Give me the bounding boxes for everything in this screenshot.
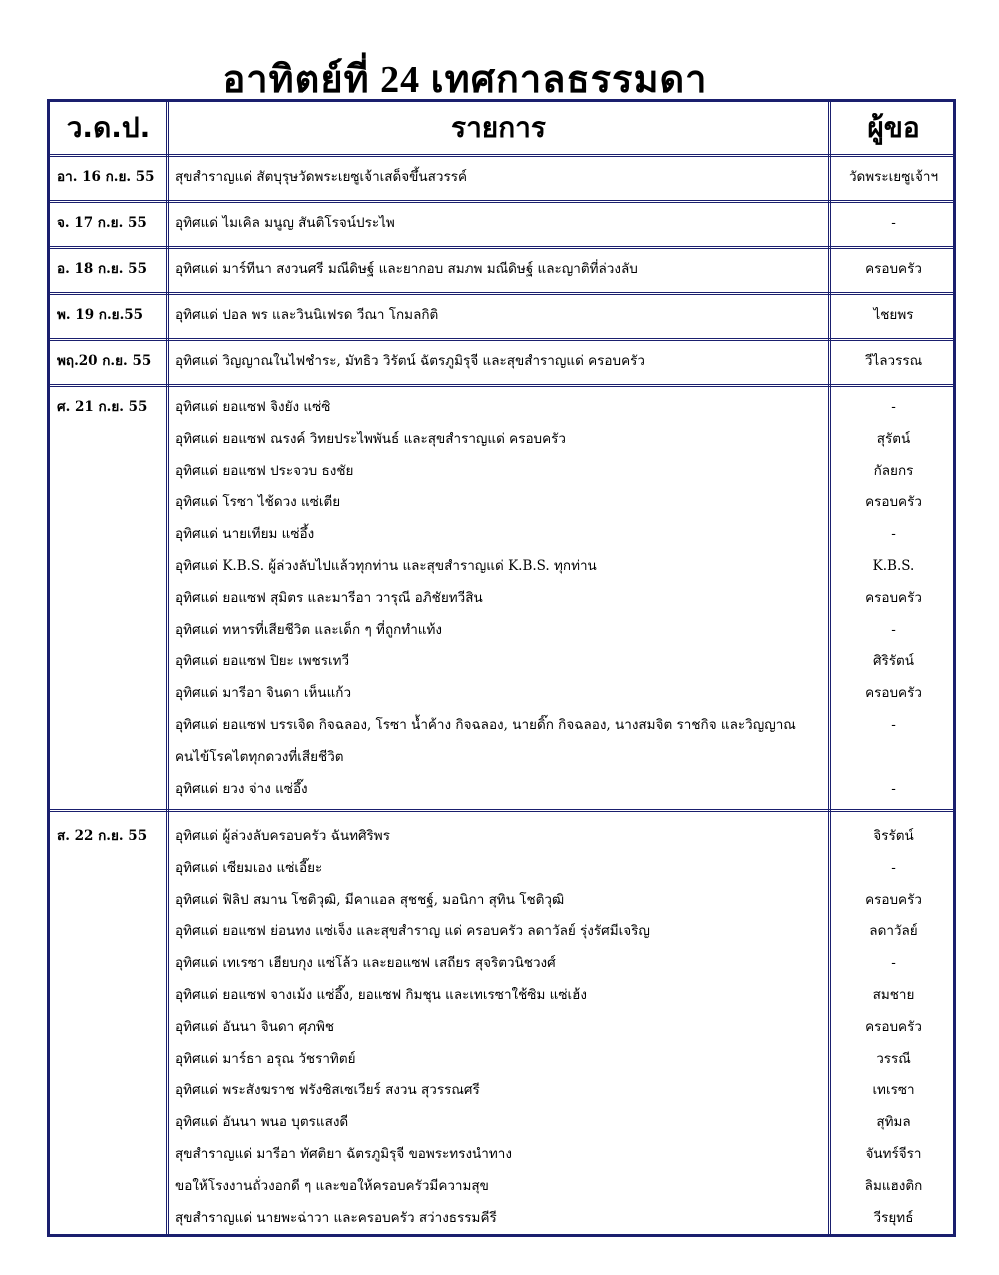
intention-text: อุทิศแด่ ยอแซฟ ปิยะ เพชรเทวี (175, 653, 350, 670)
intention-text: อุทิศแด่ ยอแซฟ สุมิตร และมารีอา วารุณี อภิชัยทวีสิน (175, 589, 483, 606)
column-header-date: ว.ด.ป. (66, 111, 151, 144)
requester-cell: - (891, 955, 896, 972)
requester-cell: - (891, 780, 896, 797)
requester-cell: เทเรซา (872, 1082, 915, 1099)
intention-text: คนไข้โรคไตทุกดวงที่เสียชีวิต (175, 748, 344, 765)
intention-text: อุทิศแด่ ทหารที่เสียชีวิต และเด็ก ๆ ที่ถูกทำแท้ง (175, 621, 442, 638)
row-divider (50, 338, 953, 341)
intention-text: อุทิศแด่ ยอแซฟ จิงยัง แซ่ซิ (175, 399, 331, 415)
intention-text: อุทิศแด่ นายเทียม แซ่อึ้ง (175, 526, 315, 543)
intention-text: อุทิศแด่ มาร์ธา อรุณ วัชราทิตย์ (175, 1050, 356, 1067)
date-cell: พ. 19 ก.ย.55 (57, 307, 144, 323)
intention-text: สุขสำราญแด่ นายพะฉ่าวา และครอบครัว สว่างธรรมคีรี (175, 1209, 497, 1226)
requester-cell: ครอบครัว (865, 685, 922, 702)
requester-cell: K.B.S. (872, 558, 915, 574)
column-header-item: รายการ (451, 111, 546, 144)
intention-text: อุทิศแด่ ยอแซฟ ณรงค์ วิทยประไพพันธ์ และสุขสำราญแด่ ครอบครัว (175, 430, 566, 447)
intention-text: อุทิศแด่ อันนา จินดา ศุภพิช (175, 1018, 335, 1035)
intention-text: อุทิศแด่ ไมเคิล มนูญ สันติโรจน์ประไพ (175, 215, 395, 231)
intention-text: อุทิศแด่ ยอแซฟ จางเม้ง แซ่อึ๊ง, ยอแซฟ กิมชุน และเทเรซาใช้ซิม แซ่เฮ้ง (175, 987, 587, 1003)
row-divider (50, 292, 953, 295)
requester-cell: ลิมแฮงติก (864, 1177, 923, 1194)
row-divider (50, 200, 953, 203)
requester-cell: - (891, 621, 896, 638)
row-divider (50, 809, 953, 812)
intention-text: สุขสำราญแด่ มารีอา ทัศติยา ฉัตรภูมิรุจี ขอพระทรงนำทาง (175, 1146, 512, 1162)
intention-text: อุทิศแด่ ยอแซฟ ประจวบ ธงชัย (175, 462, 354, 479)
intention-text: อุทิศแด่ พระสังฆราช ฟรังซิสเซเวียร์ สงวน สุวรรณศรี (175, 1082, 480, 1099)
intention-text: อุทิศแด่ ยวง จ่าง แซ่อึ๊ง (175, 780, 308, 797)
requester-cell: ไชยพร (873, 307, 914, 323)
intention-text: อุทิศแด่ ยอแซฟ บรรเจิด กิจฉลอง, โรซา น้ำค้าง กิจฉลอง, นายดิ๊ก กิจฉลอง, นางสมจิต ราชกิจ และวิญญาณ (175, 717, 796, 733)
requester-cell: - (891, 399, 896, 415)
page-title: อาทิตย์ที่ 24 เทศกาลธรรมดา (222, 59, 708, 101)
date-cell: ศ. 21 ก.ย. 55 (57, 399, 148, 415)
requester-cell: - (891, 526, 896, 543)
requester-cell: ครอบครัว (865, 494, 922, 511)
requester-cell: จันทร์จีรา (865, 1146, 922, 1162)
requester-cell: ลดาวัลย์ (869, 923, 918, 940)
intention-text: อุทิศแด่ K.B.S. ผู้ล่วงลับไปแล้วทุกท่าน และสุขสำราญแด่ K.B.S. ทุกท่าน (175, 558, 597, 574)
requester-cell: ครอบครัว (865, 589, 922, 606)
requester-cell: สมชาย (872, 987, 915, 1003)
date-cell: ส. 22 ก.ย. 55 (57, 828, 148, 844)
requester-cell: ศิริรัตน์ (872, 653, 915, 670)
date-cell: พฤ.20 ก.ย. 55 (57, 353, 152, 369)
date-cell: จ. 17 ก.ย. 55 (57, 215, 147, 231)
date-cell: อา. 16 ก.ย. 55 (57, 169, 155, 185)
column-divider (828, 102, 831, 1234)
requester-cell: - (891, 717, 896, 733)
column-header-requester: ผู้ขอ (867, 111, 920, 144)
row-divider (50, 154, 953, 157)
date-cell: อ. 18 ก.ย. 55 (57, 261, 147, 277)
intention-text: ขอให้โรงงานถั่วงอกดี ๆ และขอให้ครอบครัวมีความสุข (175, 1177, 489, 1194)
requester-cell: ครอบครัว (865, 1018, 922, 1035)
requester-cell: สุรัตน์ (876, 430, 911, 447)
intention-text: อุทิศแด่ วิญญาณในไฟชำระ, มัทธิว วิรัตน์ ฉัตรภูมิรุจี และสุขสำราญแด่ ครอบครัว (175, 353, 645, 369)
requester-cell: วีรยุทธ์ (873, 1209, 914, 1226)
requester-cell: วัดพระเยซูเจ้าฯ (848, 169, 939, 185)
requester-cell: - (891, 215, 896, 231)
requester-cell: กัลยกร (873, 462, 914, 479)
requester-cell: ครอบครัว (865, 261, 922, 277)
requester-cell: จิรรัตน์ (873, 828, 914, 844)
intention-text: อุทิศแด่ มาร์ทีนา สงวนศรี มณีดิษฐ์ และยากอบ สมภพ มณีดิษฐ์ และญาติที่ล่วงลับ (175, 261, 638, 277)
requester-cell: วีไลวรรณ (864, 353, 923, 369)
intention-text: อุทิศแด่ อันนา พนอ บุตรแสงดี (175, 1114, 349, 1131)
row-divider (50, 246, 953, 249)
intentions-table (47, 99, 956, 1237)
intention-text: อุทิศแด่ ยอแซฟ ย่อนทง แซ่เจ็ง และสุขสำราญ แด่ ครอบครัว ลดาวัลย์ รุ่งรัศมีเจริญ (175, 923, 650, 940)
requester-cell: - (891, 859, 896, 876)
intention-text: อุทิศแด่ ปอล พร และวินนิเฟรด วีณา โกมลกิติ (175, 307, 439, 323)
row-divider (50, 384, 953, 387)
intention-text: สุขสำราญแด่ สัตบุรุษวัดพระเยซูเจ้าเสด็จขึ้นสวรรค์ (175, 169, 467, 185)
column-divider (166, 102, 169, 1234)
intention-text: อุทิศแด่ เทเรซา เฮียบกุง แซ่โล้ว และยอแซฟ เสถียร สุจริตวนิชวงศ์ (175, 955, 556, 972)
requester-cell: วรรณี (876, 1050, 911, 1067)
requester-cell: สุทิมล (876, 1114, 911, 1131)
requester-cell: ครอบครัว (865, 891, 922, 908)
intention-text: อุทิศแด่ เซียมเอง แซ่เอี๊ยะ (175, 859, 323, 876)
intention-text: อุทิศแด่ ฟิลิป สมาน โชติวุฒิ, มีคาแอล สุชชฐ์, มอนิกา สุทิน โชติวุฒิ (175, 891, 565, 908)
intention-text: อุทิศแด่ โรซา ไช้ดวง แซ่เตีย (175, 494, 341, 511)
intention-text: อุทิศแด่ ผู้ล่วงลับครอบครัว ฉันทศิริพร (175, 828, 390, 844)
intention-text: อุทิศแด่ มารีอา จินดา เห็นแก้ว (175, 685, 352, 702)
